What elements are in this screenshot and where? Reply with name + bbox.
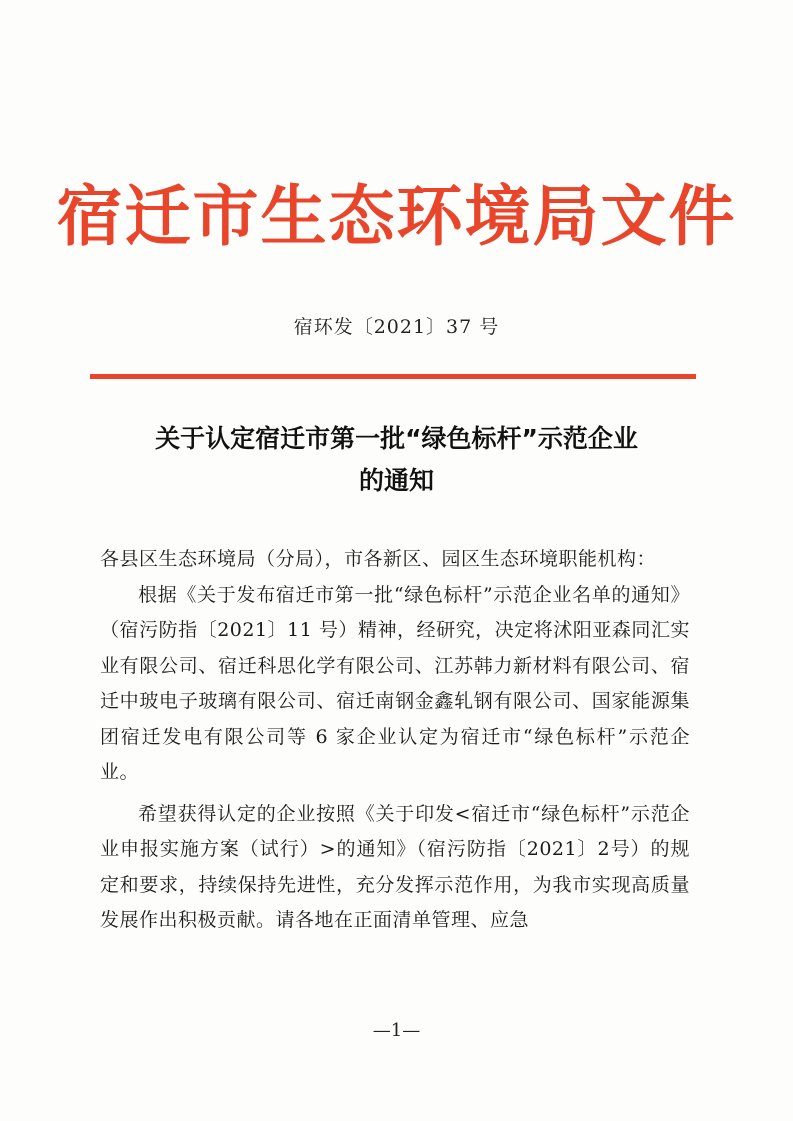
body-paragraph-1: 根据《关于发布宿迁市第一批“绿色标杆”示范企业名单的通知》（宿污防指〔2021〕11 号）精神，经研究，决定将沭阳亚森同汇实业有限公司、宿迁科思化学有限公司、江苏韩力新材料有限公司、宿迁中玻电子玻璃有限公司、宿迁南钢金鑫轧钢有限公司、国家能源集团宿迁发电有限公司等 6 家企业认定为宿迁市“绿色标杆”示范企业。 — [100, 583, 690, 783]
page-number: —1— — [372, 1020, 421, 1041]
document-body — [100, 542, 690, 939]
document-number: 宿环发〔2021〕37 号 — [293, 316, 500, 338]
addressee-line: 各县区生态环境局（分局），市各新区、园区生态环境职能机构： — [100, 548, 657, 570]
document-title — [0, 418, 793, 502]
title-line-1: 关于认定宿迁市第一批“绿色标杆”示范企业 — [155, 424, 638, 453]
red-divider-line — [90, 374, 696, 379]
title-line-2: 的通知 — [358, 466, 434, 495]
body-paragraph-2: 希望获得认定的企业按照《关于印发<宿迁市“绿色标杆”示范企业申报实施方案（试行）>的通知》（宿污防指〔2021〕2号）的规定和要求，持续保持先进性，充分发挥示范作用，为我市实现高质量发展作出积极贡献。请各地在正面清单管理、应急 — [100, 802, 690, 931]
issuer-masthead: 宿迁市生态环境局文件 — [56, 178, 737, 255]
